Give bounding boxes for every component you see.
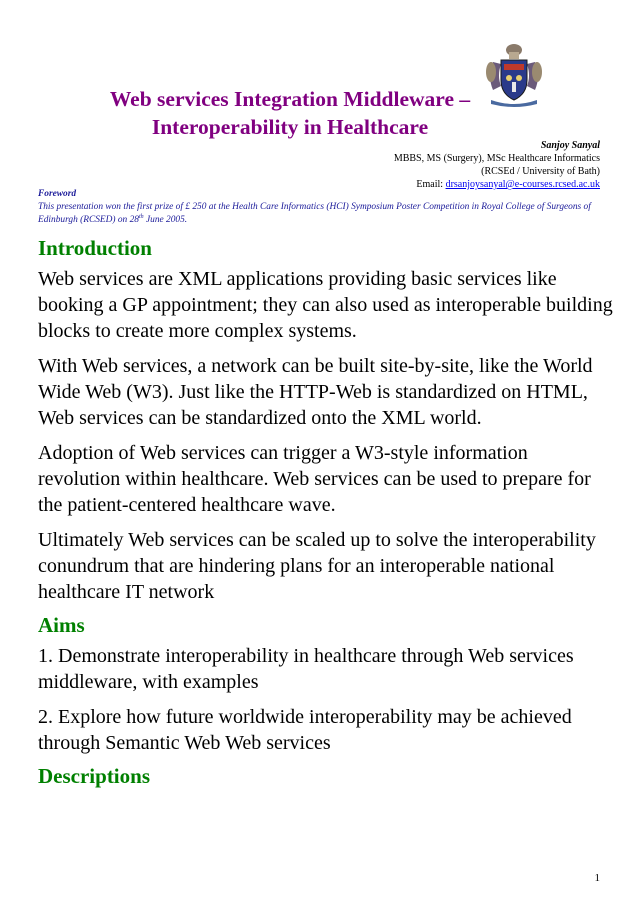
- aims-heading: Aims: [38, 613, 85, 637]
- email-link[interactable]: drsanjoysanyal@e-courses.rcsed.ac.uk: [445, 179, 600, 190]
- foreword-text-a: This presentation won the first prize of £ 250 at the Health Care Informatics (HCI) Symposium Poster Competition in Royal College of Surgeons of Edinburgh (RCSED) on 28: [38, 202, 591, 225]
- main-content: [38, 234, 613, 790]
- aims-item: 1. Demonstrate interoperability in healthcare through Web services middleware, with examples: [38, 645, 574, 693]
- intro-paragraph: Ultimately Web services can be scaled up to solve the interoperability conundrum that are hindering plans for an interoperable national healthcare IT network: [38, 529, 596, 603]
- page-number: 1: [594, 872, 600, 884]
- aims-item: 2. Explore how future worldwide interoperability may be achieved through Semantic Web Web services: [38, 706, 572, 754]
- coat-of-arms-icon: [483, 40, 545, 108]
- foreword-text: [38, 201, 608, 227]
- title-line-1: Web services Integration Middleware –: [109, 87, 471, 111]
- author-name: Sanjoy Sanyal: [540, 140, 600, 151]
- descriptions-heading: Descriptions: [38, 764, 150, 788]
- email-label: Email:: [416, 179, 444, 190]
- introduction-heading: Introduction: [38, 236, 152, 260]
- author-block: [394, 139, 600, 191]
- foreword-heading: Foreword: [38, 189, 77, 199]
- intro-paragraph: Web services are XML applications providing basic services like booking a GP appointment; they can also used as interoperable building blocks to create more complex systems.: [38, 268, 613, 342]
- foreword-text-sup: th: [138, 213, 144, 220]
- foreword: [38, 188, 608, 227]
- document-title: [60, 85, 520, 141]
- intro-paragraph: Adoption of Web services can trigger a W3-style information revolution within healthcare. Web services can be used to prepare for the patient-centered healthcare wave.: [38, 442, 591, 516]
- foreword-text-b: June 2005.: [143, 215, 188, 225]
- title-line-2: Interoperability in Healthcare: [151, 115, 429, 139]
- author-institutions: (RCSEd / University of Bath): [481, 166, 600, 177]
- author-qualifications: MBBS, MS (Surgery), MSc Healthcare Informatics: [393, 153, 600, 164]
- intro-paragraph: With Web services, a network can be built site-by-site, like the World Wide Web (W3). Just like the HTTP-Web is standardized on HTML, Web services can be standardized onto the XML world.: [38, 355, 593, 429]
